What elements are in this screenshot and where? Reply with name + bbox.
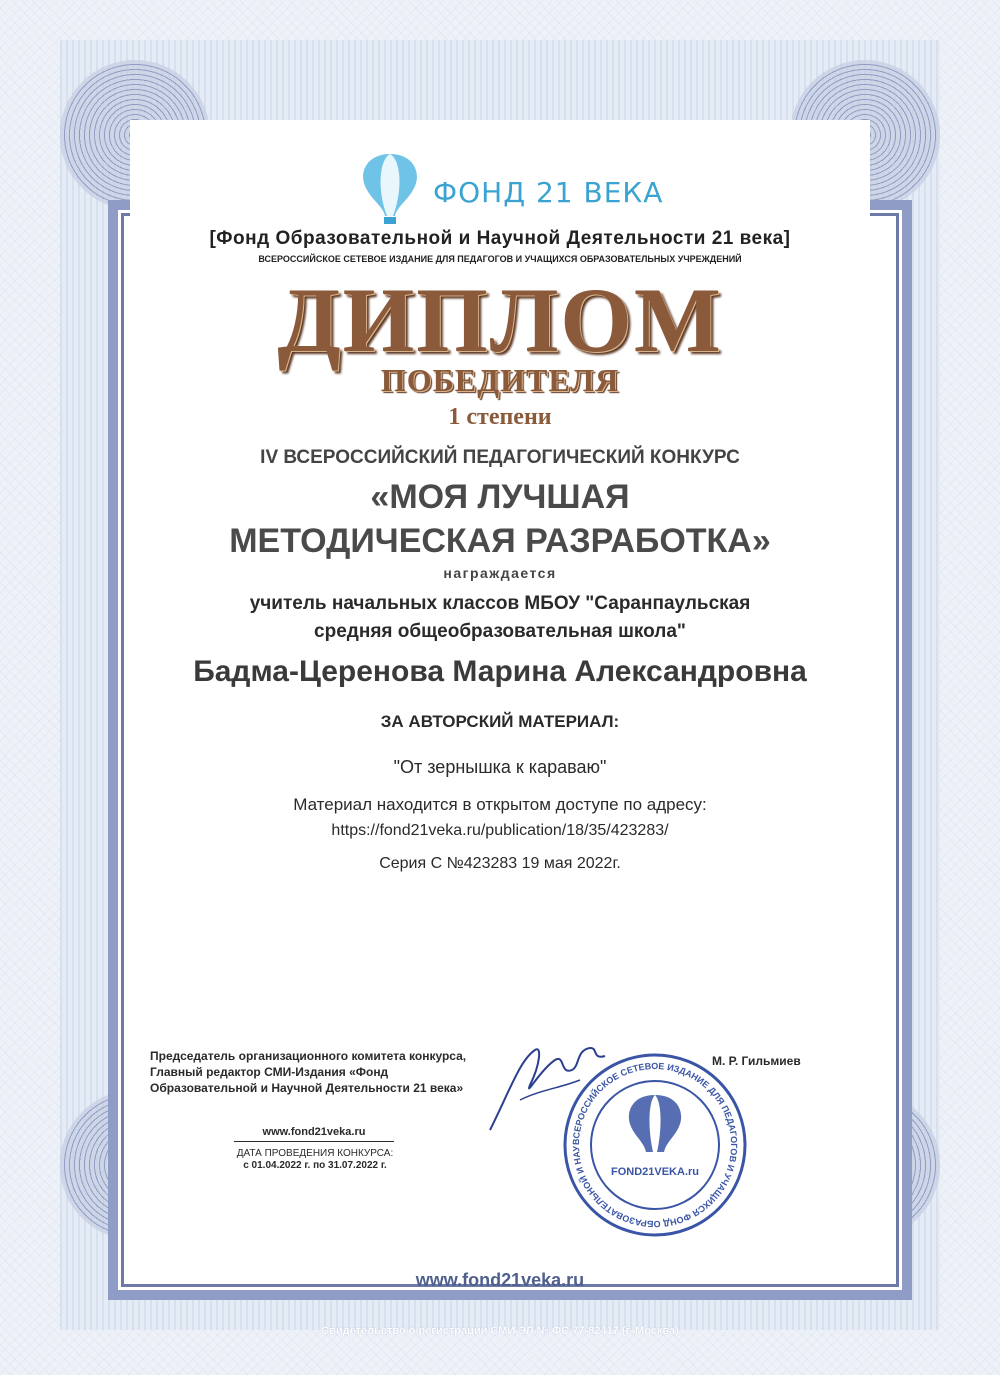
fund-logo (355, 150, 664, 225)
contest-title: IV ВСЕРОССИЙСКИЙ ПЕДАГОГИЧЕСКИЙ КОНКУРС (260, 447, 740, 468)
diploma-subtitle: ПОБЕДИТЕЛЯ (380, 362, 620, 398)
access-text: Материал находится в открытом доступе по адресу: (293, 795, 707, 814)
organization-name: [Фонд Образовательной и Научной Деятельности 21 века] (209, 228, 791, 249)
recipient-name: Бадма-Церенова Марина Александровна (193, 655, 807, 688)
contest-name-line1: «МОЯ ЛУЧШАЯ (370, 478, 630, 516)
chair-line2: Главный редактор СМИ-Издания «Фонд (150, 1065, 389, 1079)
signer-name: М. Р. Гильмиев (712, 1054, 801, 1068)
publication-url: https://fond21veka.ru/publication/18/35/423283/ (331, 822, 669, 839)
dates-range: с 01.04.2022 г. по 31.07.2022 г. (243, 1160, 387, 1171)
awarded-label: награждается (443, 565, 557, 581)
recipient-position (0, 590, 1000, 646)
contest-name-line2: МЕТОДИЧЕСКАЯ РАЗРАБОТКА» (229, 522, 771, 560)
position-line1: учитель начальных классов МБОУ "Саранпаульская (249, 593, 751, 614)
work-title: "От зернышка к караваю" (393, 757, 607, 777)
contest-dates (215, 1148, 415, 1172)
site-link-small[interactable]: www.fond21veka.ru (234, 1126, 394, 1142)
stamp-center-text: FOND21VEKA.ru (610, 1166, 700, 1178)
organization-subtitle: ВСЕРОССИЙСКОЕ СЕТЕВОЕ ИЗДАНИЕ ДЛЯ ПЕДАГОГОВ И УЧАЩИХСЯ ОБРАЗОВАТЕЛЬНЫХ УЧРЕЖДЕНИЙ (258, 254, 742, 264)
series-number: Серия С №423283 19 мая 2022г. (379, 855, 621, 872)
registration-info: Свидетельство о регистрации СМИ ЭЛ № ФС 77-82417 (г. Москва) (321, 1325, 679, 1337)
contest-name (0, 475, 1000, 563)
balloon-icon (355, 150, 425, 225)
logo-text: ФОНД 21 ВЕКА (433, 176, 664, 209)
chair-line1: Председатель организационного комитета конкурса, (150, 1049, 467, 1063)
official-stamp (560, 1050, 750, 1240)
dates-label: ДАТА ПРОВЕДЕНИЯ КОНКУРСА: (236, 1148, 394, 1159)
position-line2: средняя общеобразовательная школа" (314, 621, 686, 642)
material-label: ЗА АВТОРСКИЙ МАТЕРИАЛ: (380, 712, 620, 731)
diploma-degree: 1 степени (448, 404, 552, 430)
stamp-ring-text: ВСЕРОССИЙСКОЕ СЕТЕВОЕ ИЗДАНИЕ ДЛЯ ПЕДАГОГОВ И УЧАЩИХСЯ ФОНД ОБРАЗОВАТЕЛЬНОЙ И НАУ (570, 1060, 740, 1230)
chair-line3: Образовательной и Научной Деятельности 21 века» (150, 1081, 464, 1095)
chair-title (150, 1048, 480, 1096)
diploma-title: ДИПЛОМ (277, 269, 723, 371)
site-link-footer[interactable]: www.fond21veka.ru (415, 1270, 585, 1290)
